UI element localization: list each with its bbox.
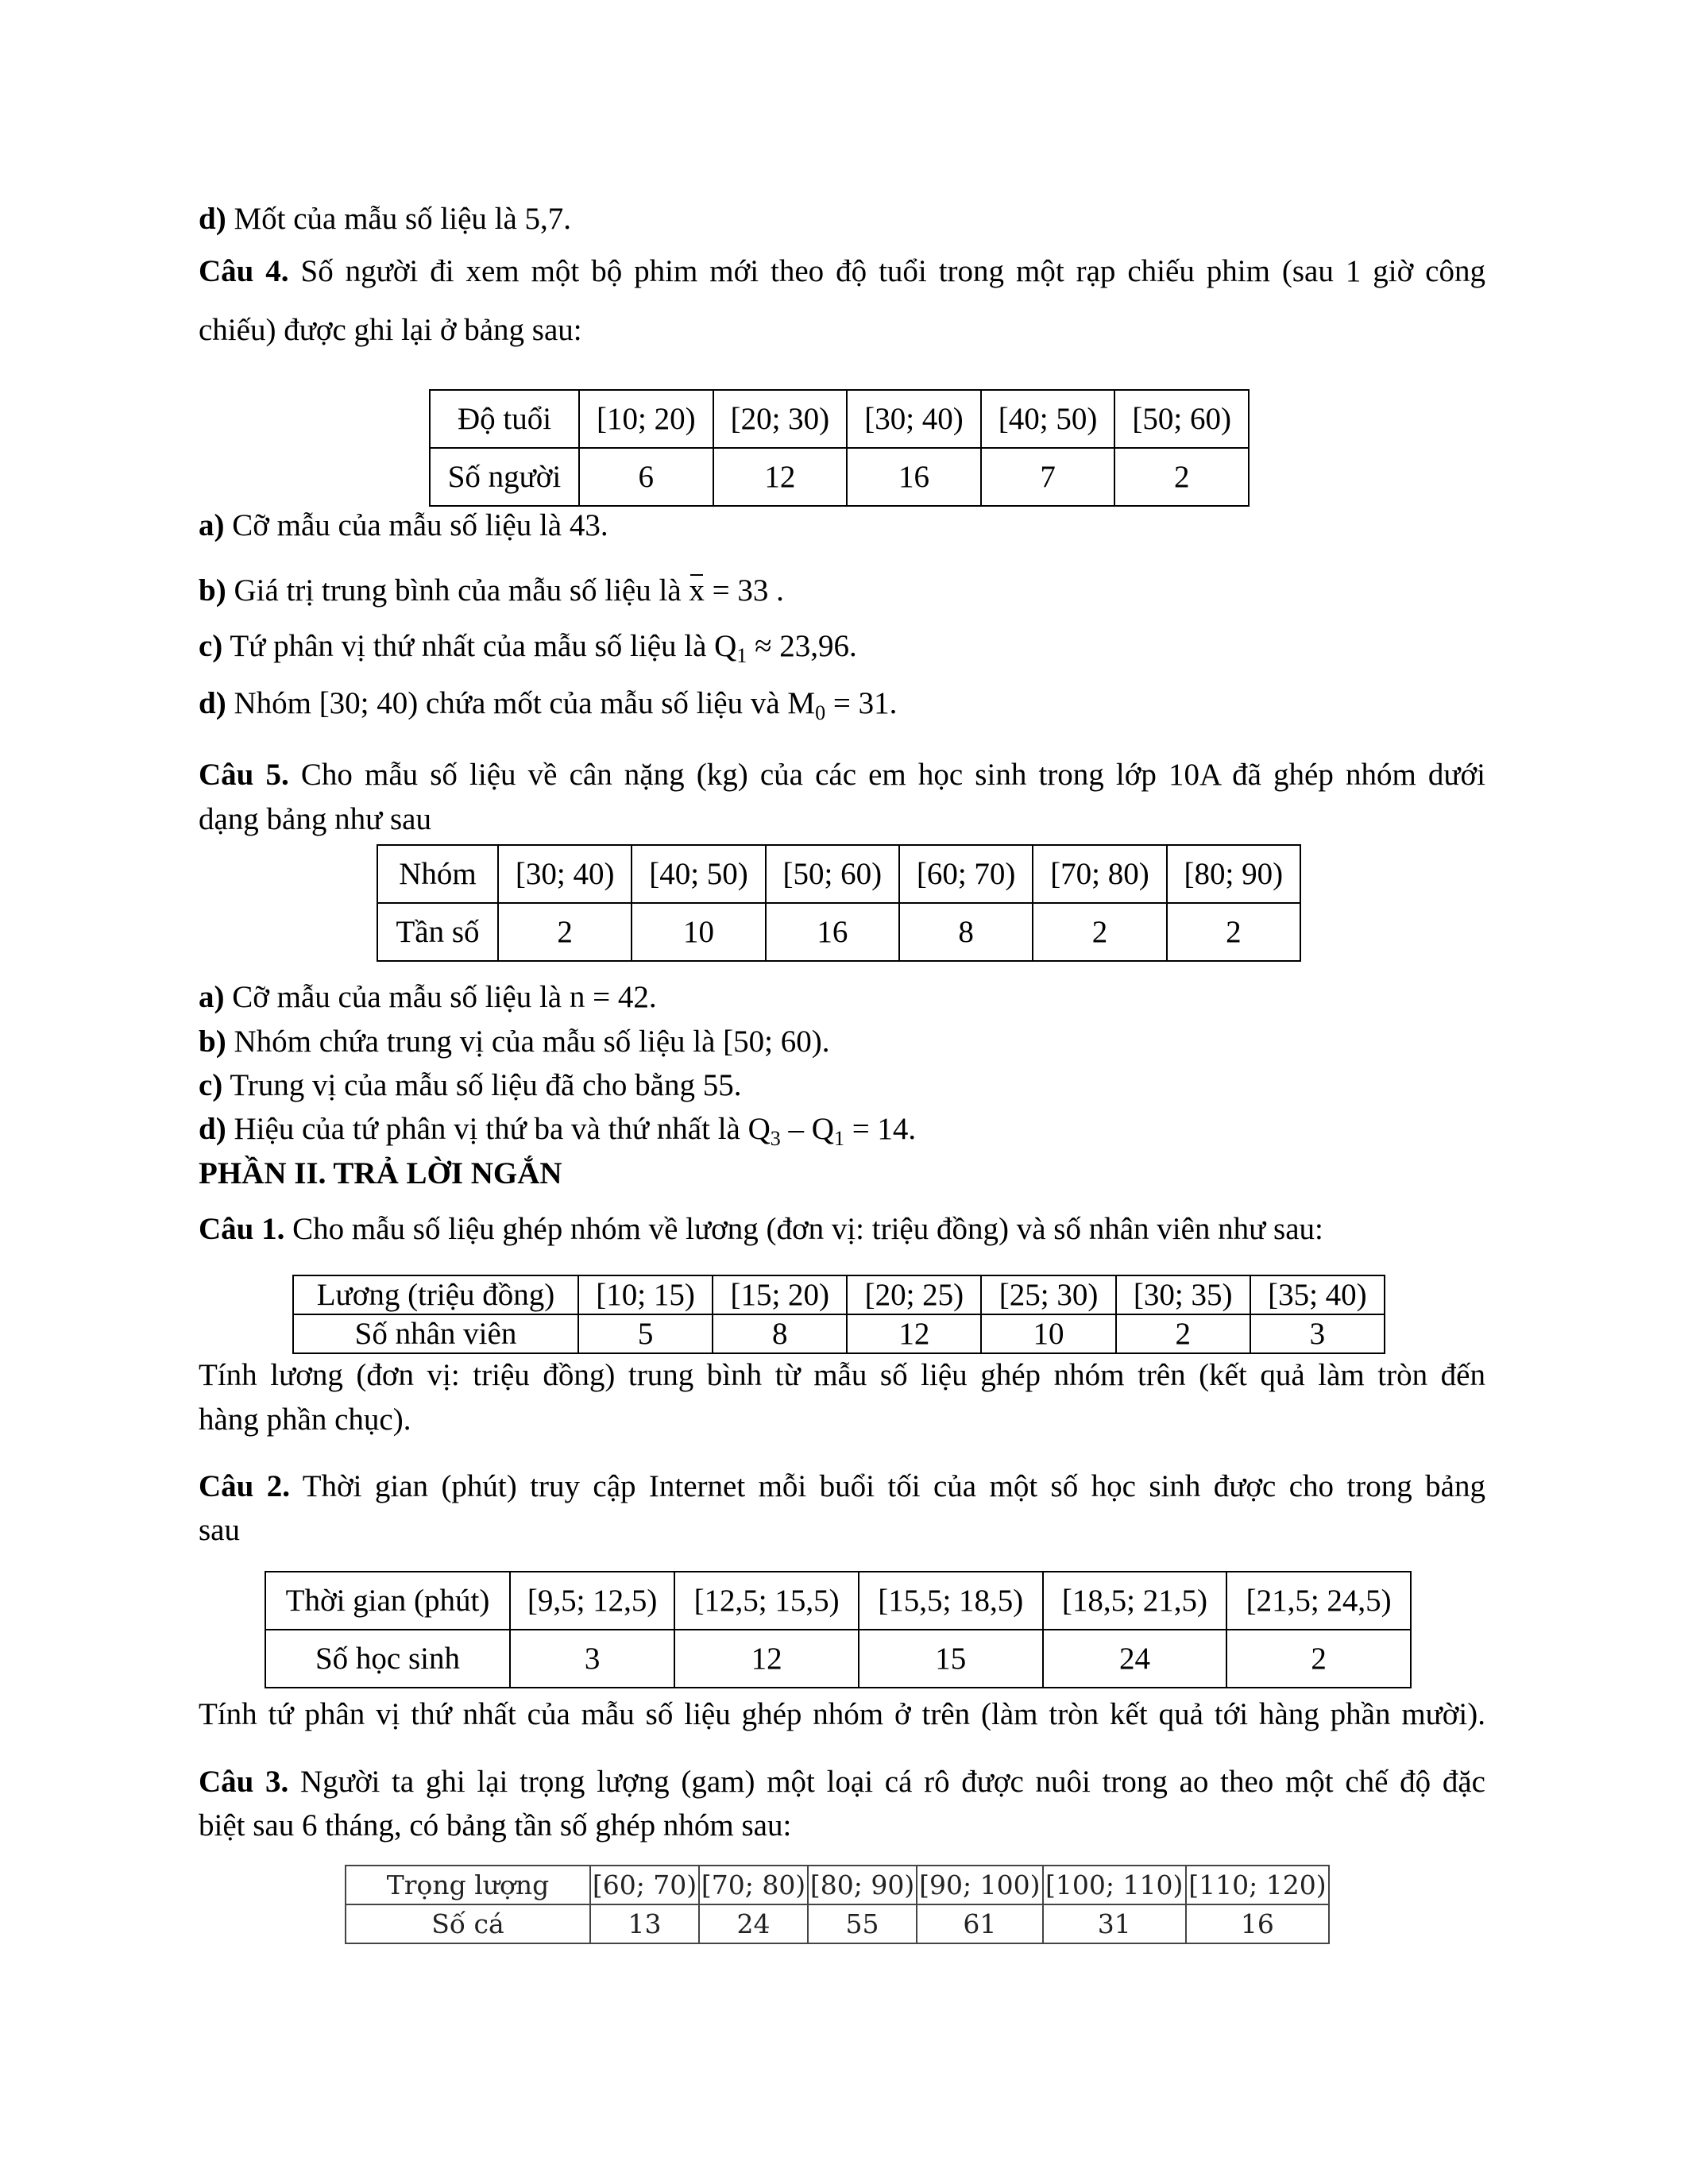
p2q1-header-cell: [35; 40): [1250, 1275, 1385, 1314]
q4-header-cell: [10; 20): [579, 390, 713, 448]
prev-option-d: d) Mốt của mẫu số liệu là 5,7.: [199, 202, 572, 236]
q4-header-cell: [40; 50): [981, 390, 1115, 448]
p2q2-value-cell: 15: [859, 1630, 1043, 1688]
p2q1-instruction-line2: hàng phần chục).: [199, 1403, 411, 1437]
p2q2-stem-line2: sau: [199, 1513, 240, 1547]
p2q3-value-cell: 13: [590, 1904, 699, 1943]
q5-table: [377, 844, 1301, 962]
p2q3-value-cell: 61: [917, 1904, 1043, 1943]
q5-header-cell: [80; 90): [1167, 845, 1300, 903]
p2q2-value-cell: 2: [1226, 1630, 1411, 1688]
q5-value-cell: 16: [766, 903, 899, 961]
p2q1-header-cell: [30; 35): [1116, 1275, 1250, 1314]
p2q1-header-cell: Lương (triệu đồng): [293, 1275, 578, 1314]
q4-header-cell: [30; 40): [847, 390, 981, 448]
p2q1-header-cell: [10; 15): [578, 1275, 713, 1314]
q5-value-cell: 2: [498, 903, 632, 961]
p2q3-stem-line1: Câu 3. Người ta ghi lại trọng lượng (gam) một loại cá rô được nuôi trong ao theo một chế độ đặc: [199, 1765, 1485, 1799]
q4-value-cell: 16: [847, 448, 981, 506]
p2q2-value-cell: 3: [510, 1630, 674, 1688]
p2q2-header-cell: [15,5; 18,5): [859, 1572, 1043, 1630]
q4-table: [429, 389, 1250, 507]
p2q1-value-cell: 12: [847, 1314, 981, 1353]
q4-option-d: d) Nhóm [30; 40) chứa mốt của mẫu số liệu và $M_0 = 31$.: [199, 686, 898, 724]
q4-value-cell: 7: [981, 448, 1115, 506]
q4-value-cell: 2: [1114, 448, 1249, 506]
q5-value-cell: 10: [632, 903, 765, 961]
q5-header-cell: [60; 70): [899, 845, 1033, 903]
q4-option-c: c) Tứ phân vị thứ nhất của mẫu số liệu là $Q_1 \approx 23,96$.: [199, 629, 857, 667]
q4-header-cell: [20; 30): [713, 390, 848, 448]
p2q1-instruction-line1: Tính lương (đơn vị: triệu đồng) trung bình từ mẫu số liệu ghép nhóm trên (kết quả làm tròn đến: [199, 1358, 1485, 1392]
q4-value-cell: 6: [579, 448, 713, 506]
p2q3-value-cell: 16: [1186, 1904, 1329, 1943]
p2q3-header-cell: [110; 120): [1186, 1866, 1329, 1904]
p2q2-header-cell: [18,5; 21,5): [1043, 1572, 1227, 1630]
q5-header-cell: Nhóm: [377, 845, 498, 903]
p2q2-header-cell: Thời gian (phút): [265, 1572, 510, 1630]
p2q1-table: [292, 1275, 1385, 1354]
p2q2-value-cell: Số học sinh: [265, 1630, 510, 1688]
q5-header-cell: [70; 80): [1033, 845, 1166, 903]
x-bar-symbol: x: [689, 572, 705, 610]
p2q2-value-cell: 12: [674, 1630, 859, 1688]
p2q3-table: [345, 1865, 1330, 1944]
p2q1-value-cell: 2: [1116, 1314, 1250, 1353]
p2q2-value-cell: 24: [1043, 1630, 1227, 1688]
q4-option-a: a) Cỡ mẫu của mẫu số liệu là 43.: [199, 508, 608, 542]
p2q3-value-cell: 24: [699, 1904, 808, 1943]
q5-value-cell: 8: [899, 903, 1033, 961]
q4-option-b: b) Giá trị trung bình của mẫu số liệu là x = 33 .: [199, 572, 784, 610]
q5-option-d: d) Hiệu của tứ phân vị thứ ba và thứ nhất là $Q_3 - Q_1 = 14$.: [199, 1112, 917, 1150]
p2q1-value-cell: 10: [981, 1314, 1115, 1353]
p2q2-instruction: Tính tứ phân vị thứ nhất của mẫu số liệu ghép nhóm ở trên (làm tròn kết quả tới hàng phần mười).: [199, 1697, 1485, 1731]
p2q3-header-cell: Trọng lượng: [346, 1866, 590, 1904]
q4-stem-line2: chiếu) được ghi lại ở bảng sau:: [199, 313, 582, 347]
p2q3-header-cell: [90; 100): [917, 1866, 1043, 1904]
p2q1-value-cell: 5: [578, 1314, 713, 1353]
p2q2-header-cell: [12,5; 15,5): [674, 1572, 859, 1630]
q4-header-cell: [50; 60): [1114, 390, 1249, 448]
q5-stem-line1: Câu 5. Cho mẫu số liệu về cân nặng (kg) của các em học sinh trong lớp 10A đã ghép nhóm dưới: [199, 758, 1485, 792]
q5-header-cell: [30; 40): [498, 845, 632, 903]
q5-stem-line2: dạng bảng như sau: [199, 802, 431, 836]
p2q3-header-cell: [70; 80): [699, 1866, 808, 1904]
section-heading: PHẦN II. TRẢ LỜI NGẮN: [199, 1156, 562, 1190]
p2q2-header-cell: [9,5; 12,5): [510, 1572, 674, 1630]
q5-option-b: b) Nhóm chứa trung vị của mẫu số liệu là [50; 60).: [199, 1024, 830, 1059]
p2q2-stem-line1: Câu 2. Thời gian (phút) truy cập Internet mỗi buổi tối của một số học sinh được cho trong bảng: [199, 1469, 1485, 1503]
q5-option-c: c) Trung vị của mẫu số liệu đã cho bằng 55.: [199, 1068, 742, 1102]
p2q3-header-cell: [60; 70): [590, 1866, 699, 1904]
q4-header-cell: Độ tuổi: [430, 390, 579, 448]
p2q3-value-cell: 31: [1043, 1904, 1186, 1943]
p2q3-value-cell: Số cá: [346, 1904, 590, 1943]
p2q1-value-cell: 3: [1250, 1314, 1385, 1353]
p2q2-table: [265, 1571, 1412, 1688]
q5-value-cell: 2: [1167, 903, 1300, 961]
p2q1-value-cell: 8: [713, 1314, 847, 1353]
p2q1-header-cell: [25; 30): [981, 1275, 1115, 1314]
q5-option-a: a) Cỡ mẫu của mẫu số liệu là n = 42.: [199, 980, 657, 1014]
q4-value-cell: 12: [713, 448, 848, 506]
q5-header-cell: [50; 60): [766, 845, 899, 903]
p2q3-stem-line2: biệt sau 6 tháng, có bảng tần số ghép nhóm sau:: [199, 1808, 792, 1843]
p2q3-header-cell: [100; 110): [1043, 1866, 1186, 1904]
q4-stem-line1: Câu 4. Số người đi xem một bộ phim mới theo độ tuổi trong một rạp chiếu phim (sau 1 giờ công: [199, 254, 1485, 288]
p2q1-value-cell: Số nhân viên: [293, 1314, 578, 1353]
p2q3-value-cell: 55: [808, 1904, 917, 1943]
p2q1-header-cell: [20; 25): [847, 1275, 981, 1314]
q5-value-cell: Tần số: [377, 903, 498, 961]
p2q1-stem: Câu 1. Cho mẫu số liệu ghép nhóm về lương (đơn vị: triệu đồng) và số nhân viên như sau:: [199, 1212, 1323, 1246]
p2q1-header-cell: [15; 20): [713, 1275, 847, 1314]
q5-header-cell: [40; 50): [632, 845, 765, 903]
q5-value-cell: 2: [1033, 903, 1166, 961]
q4-value-cell: Số người: [430, 448, 579, 506]
p2q3-header-cell: [80; 90): [808, 1866, 917, 1904]
p2q2-header-cell: [21,5; 24,5): [1226, 1572, 1411, 1630]
